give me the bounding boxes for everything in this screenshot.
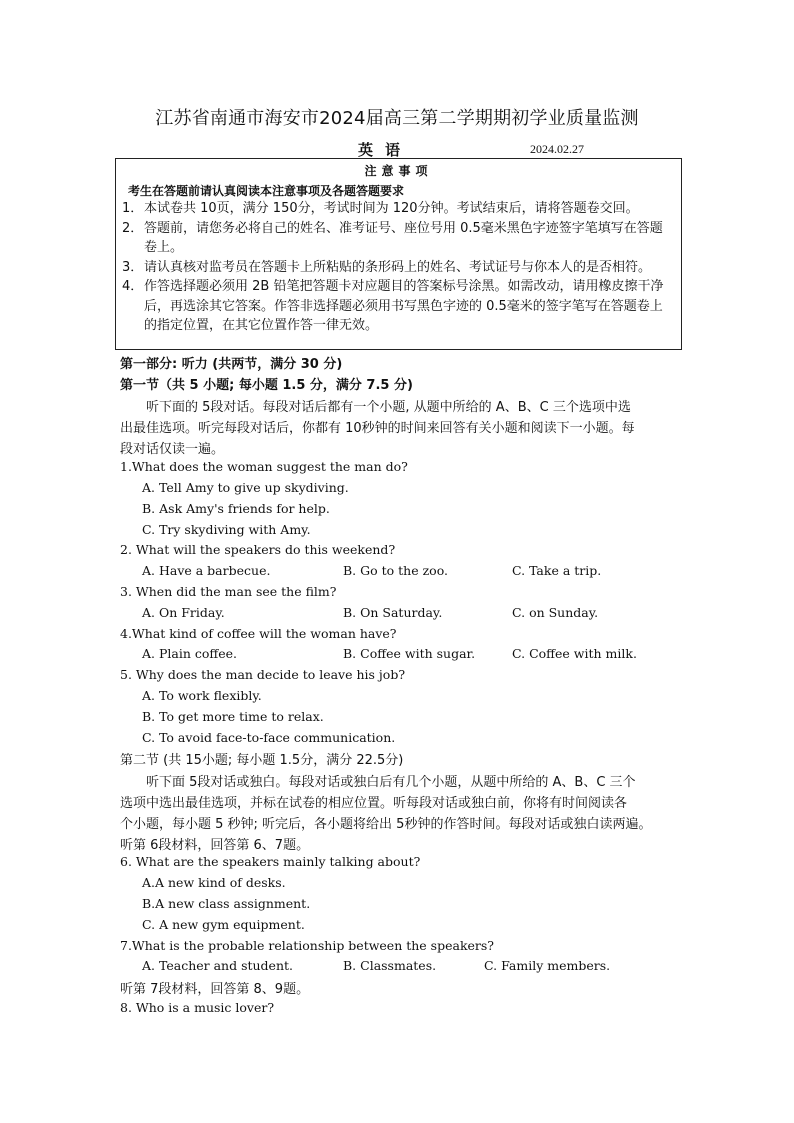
question-3: 3. When did the man see the film?: [120, 584, 337, 599]
section1-heading: 第一节（共 5 小题; 每小题 1.5 分，满分 7.5 分): [120, 378, 413, 393]
notice-item-number: 3．: [122, 259, 144, 275]
notice-item-text: 答题前，请您务必将自己的姓名、准考证号、座位号用 0.5毫米黑色字迹签字笔填写在答题卷上。: [144, 220, 663, 255]
question-1: 1.What does the woman suggest the man do?: [120, 459, 408, 474]
notice-item-number: 1．: [122, 201, 144, 216]
q1-option-c: C. Try skydiving with Amy.: [142, 522, 311, 537]
q6-option-c: C. A new gym equipment.: [142, 917, 305, 932]
notice-item: [116, 199, 681, 219]
notice-item: [116, 258, 681, 278]
notice-box: [115, 158, 682, 350]
question-4: 4.What kind of coffee will the woman have?: [120, 626, 397, 641]
section2-instructions: 选项中选出最佳选项，并标在试卷的相应位置。听每段对话或独白前，你将有时间阅读各: [120, 796, 628, 811]
q3-option-b: B. On Saturday.: [343, 605, 443, 620]
q2-option-b: B. Go to the zoo.: [343, 563, 448, 578]
q7-option-b: B. Classmates.: [343, 958, 437, 973]
notice-title: 注意事项: [364, 164, 433, 178]
exam-date: 2024.02.27: [530, 142, 584, 156]
question-6: 6. What are the speakers mainly talking about?: [120, 854, 421, 869]
q7-option-a: A. Teacher and student.: [142, 958, 294, 973]
q1-option-b: B. Ask Amy's friends for help.: [142, 501, 330, 516]
notice-item: [116, 219, 681, 258]
q5-option-c: C. To avoid face-to-face communication.: [142, 730, 396, 745]
section2-instructions: 个小题，每小题 5 秒钟; 听完后，各小题将给出 5秒钟的作答时间。每段对话或独白读两遍。: [120, 817, 652, 832]
q7-option-c: C. Family members.: [484, 958, 611, 973]
part1-heading: 第一部分: 听力 (共两节，满分 30 分): [120, 357, 343, 372]
notice-subtitle: 考生在答题前请认真阅读本注意事项及各题答题要求: [128, 184, 405, 198]
q4-option-c: C. Coffee with milk.: [512, 646, 637, 661]
q5-option-b: B. To get more time to relax.: [142, 709, 324, 724]
section2-heading: 第二节 (共 15小题; 每小题 1.5分，满分 22.5分): [120, 753, 404, 768]
q3-option-c: C. on Sunday.: [512, 605, 599, 620]
section2-instructions: 听下面 5段对话或独白。每段对话或独白后有几个小题，从题中所给的 A、B、C 三个: [146, 775, 636, 790]
notice-item-number: 2．: [122, 220, 144, 236]
material-6-instruction: 听第 6段材料，回答第 6、7题。: [120, 838, 310, 853]
question-8: 8. Who is a music lover?: [120, 1000, 275, 1015]
q4-option-a: A. Plain coffee.: [142, 646, 238, 661]
notice-item-text: 本试卷共 10页，满分 150分，考试时间为 120分钟。考试结束后，请将答题卷交回。: [144, 201, 639, 216]
q5-option-a: A. To work flexibly.: [142, 688, 262, 703]
q6-option-b: B.A new class assignment.: [142, 896, 311, 911]
q3-option-a: A. On Friday.: [142, 605, 225, 620]
section1-instructions: 段对话仅读一遍。: [120, 442, 225, 457]
subject-label: 英语: [358, 141, 413, 159]
section1-instructions: 听下面的 5段对话。每段对话后都有一个小题, 从题中所给的 A、B、C 三个选项中选: [146, 400, 631, 415]
question-7: 7.What is the probable relationship between the speakers?: [120, 938, 495, 953]
q2-option-c: C. Take a trip.: [512, 563, 602, 578]
q1-option-a: A. Tell Amy to give up skydiving.: [142, 480, 349, 495]
notice-item-text: 作答选择题必须用 2B 铅笔把答题卡对应题目的答案标号涂黑。如需改动，请用橡皮擦干净后，再选涂其它答案。作答非选择题必须用书写黑色字迹的 0.5毫米的签字笔写在答题卷上的指定位置，在其它位置作答一律无效。: [144, 279, 664, 333]
notice-item-text: 请认真核对监考员在答题卡上所粘贴的条形码上的姓名、考试证号与你本人的是否相符。: [144, 259, 652, 275]
exam-title: 江苏省南通市海安市2024届高三第二学期期初学业质量监测: [155, 108, 639, 129]
q2-option-a: A. Have a barbecue.: [142, 563, 271, 578]
material-7-instruction: 听第 7段材料，回答第 8、9题。: [120, 982, 310, 997]
section1-instructions: 出最佳选项。听完每段对话后，你都有 10秒钟的时间来回答有关小题和阅读下一小题。每: [120, 421, 635, 436]
notice-item: [116, 277, 681, 336]
q6-option-a: A.A new kind of desks.: [142, 875, 286, 890]
notice-item-number: 4．: [122, 279, 144, 294]
q4-option-b: B. Coffee with sugar.: [343, 646, 476, 661]
question-2: 2. What will the speakers do this weekend?: [120, 542, 396, 557]
question-5: 5. Why does the man decide to leave his job?: [120, 667, 406, 682]
